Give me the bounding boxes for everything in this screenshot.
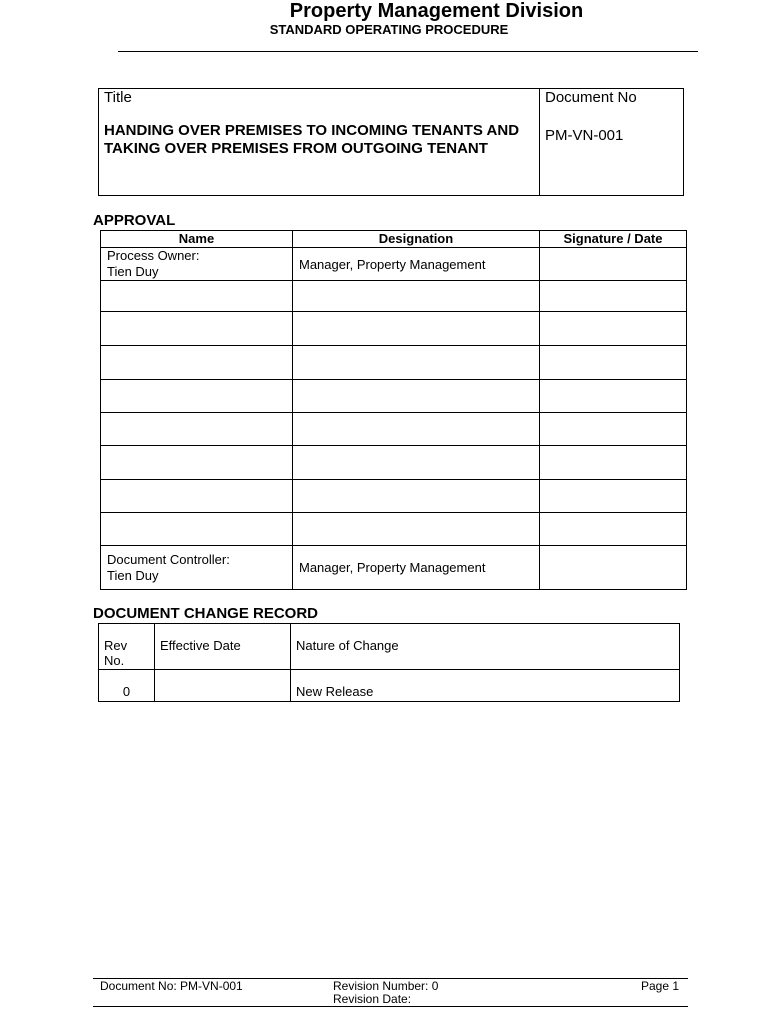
change-record-heading: DOCUMENT CHANGE RECORD [93,605,318,622]
footer-document-number: Document No: PM-VN-001 [100,979,243,993]
table-row [101,513,687,546]
signature-cell[interactable] [540,480,687,513]
person-name: Tien Duy [107,264,159,279]
role-label: Process Owner: [107,248,200,263]
footer-revision-number: Revision Number: 0 [333,979,439,993]
column-header-designation: Designation [293,231,540,248]
footer-revision-date: Revision Date: [333,992,412,1006]
signature-cell[interactable] [540,513,687,546]
approval-header-row [101,231,687,248]
document-number-label: Document No [545,89,637,106]
signature-cell[interactable] [540,312,687,346]
column-header-nature-of-change: Nature of Change [291,624,680,670]
approval-heading: APPROVAL [93,212,176,229]
title-label: Title [104,89,132,106]
change-record-table [98,623,680,702]
name-cell[interactable] [101,413,293,446]
effective-date-cell [155,670,291,702]
signature-cell[interactable] [540,413,687,446]
name-cell [101,546,293,590]
document-title: HANDING OVER PREMISES TO INCOMING TENANTS AND TAKING OVER PREMISES FROM OUTGOING TENANT [104,122,520,157]
designation-cell[interactable] [293,446,540,480]
name-cell[interactable] [101,346,293,380]
designation-cell[interactable] [293,346,540,380]
column-header-rev-no: Rev No. [99,624,155,670]
signature-cell[interactable] [540,281,687,312]
name-cell[interactable] [101,312,293,346]
designation-cell[interactable] [293,380,540,413]
signature-cell[interactable] [540,248,687,281]
document-number: PM-VN-001 [545,127,624,144]
designation-cell[interactable] [293,281,540,312]
signature-cell[interactable] [540,346,687,380]
division-title: Property Management Division [289,0,584,22]
column-header-effective-date: Effective Date [155,624,291,670]
table-row [99,670,680,702]
change-record-header-row [99,624,680,670]
designation-cell: Manager, Property Management [293,546,540,590]
designation-cell[interactable] [293,513,540,546]
approval-table [100,230,687,590]
footer-page-number: Page 1 [641,979,680,993]
name-cell[interactable] [101,281,293,312]
table-row [101,248,687,281]
designation-cell[interactable] [293,413,540,446]
document-type-subtitle: STANDARD OPERATING PROCEDURE [269,22,509,37]
designation-cell: Manager, Property Management [293,248,540,281]
header-divider [118,51,698,52]
table-row [101,446,687,480]
nature-cell: New Release [291,670,680,702]
name-cell[interactable] [101,480,293,513]
signature-cell[interactable] [540,380,687,413]
footer-bottom-rule [93,1006,688,1007]
table-row [101,546,687,590]
column-header-signature: Signature / Date [540,231,687,248]
rev-cell: 0 [99,670,155,702]
title-box [98,88,684,196]
name-cell [101,248,293,281]
designation-cell[interactable] [293,480,540,513]
name-cell[interactable] [101,380,293,413]
table-row [101,346,687,380]
designation-cell[interactable] [293,312,540,346]
name-cell[interactable] [101,513,293,546]
table-row [101,312,687,346]
role-label: Document Controller: [107,551,230,567]
signature-cell[interactable] [540,446,687,480]
person-name: Tien Duy [107,567,159,583]
table-row [101,380,687,413]
title-box-divider [539,89,540,195]
signature-cell[interactable] [540,546,687,590]
name-cell[interactable] [101,446,293,480]
table-row [101,281,687,312]
table-row [101,413,687,446]
table-row [101,480,687,513]
column-header-name: Name [101,231,293,248]
